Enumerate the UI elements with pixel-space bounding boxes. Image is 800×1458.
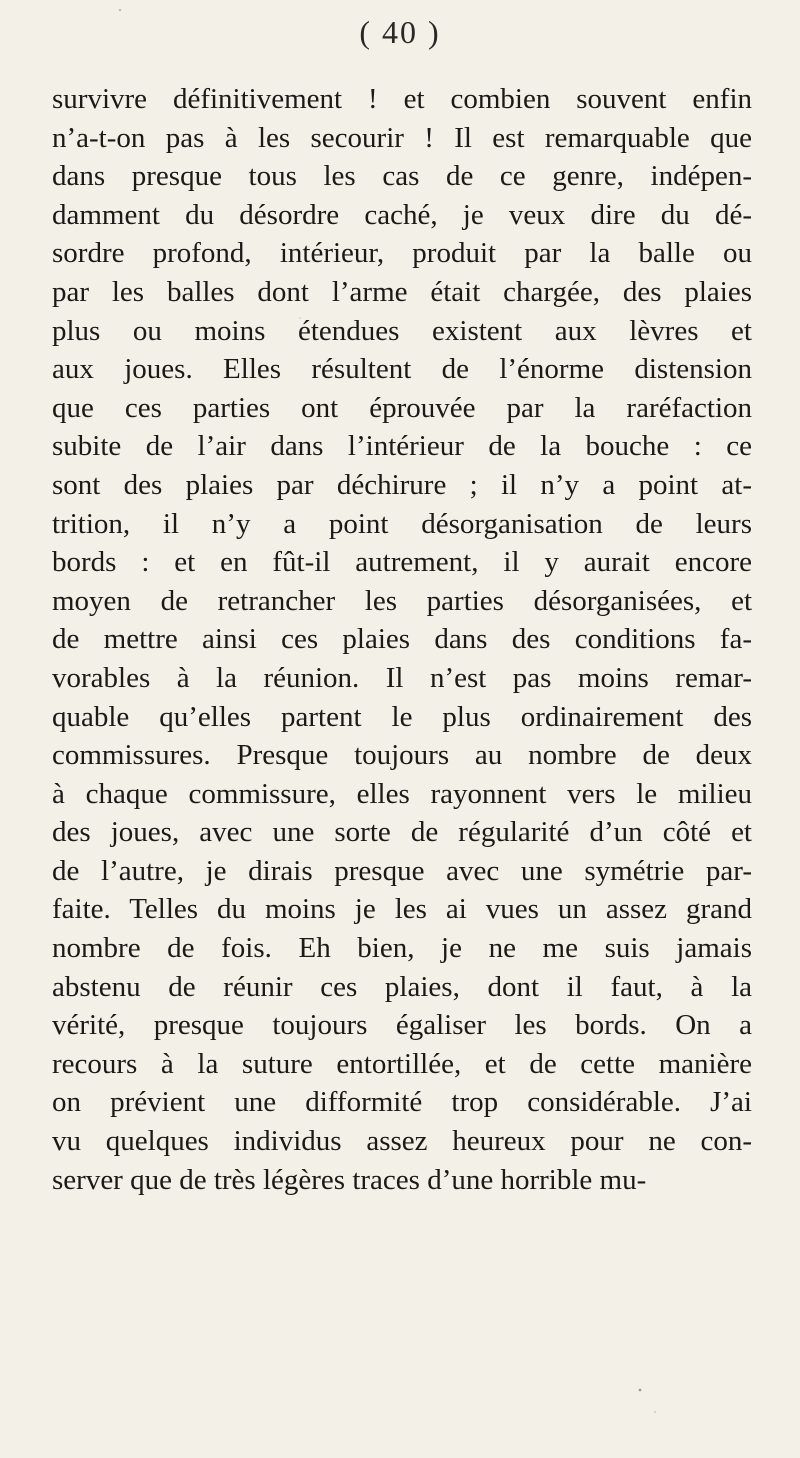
page-number: ( 40 ) (359, 14, 441, 50)
text-line: faite. Telles du moins je les ai vues un assez grand (52, 893, 752, 926)
text-line: des joues, avec une sorte de régularité d’un côté et (52, 816, 752, 849)
text-line: abstenu de réunir ces plaies, dont il faut, à la (52, 970, 752, 1003)
text-line: vérité, presque toujours égaliser les bords. On a (52, 1009, 752, 1042)
text-line: subite de l’air dans l’intérieur de la bouche : ce (52, 430, 752, 463)
text-line: trition, il n’y a point désorganisation de leurs (52, 507, 752, 540)
text-line: recours à la suture entortillée, et de cette manière (52, 1047, 752, 1080)
text-line: vu quelques individus assez heureux pour ne con- (52, 1125, 752, 1158)
text-line: survivre définitivement ! et combien souvent enfin (52, 83, 752, 115)
text-line: sordre profond, intérieur, produit par la balle ou (52, 237, 752, 270)
body-text (52, 80, 752, 1199)
text-line: quable qu’elles partent le plus ordinairement des (52, 700, 752, 733)
text-line: bords : et en fût-il autrement, il y aurait encore (52, 546, 752, 579)
text-line: server que de très légères traces d’une horrible mu- (52, 1163, 647, 1196)
text-line: par les balles dont l’arme était chargée, des plaies (52, 275, 752, 308)
text-line: damment du désordre caché, je veux dire du dé- (52, 198, 752, 231)
text-line: nombre de fois. Eh bien, je ne me suis jamais (52, 932, 752, 965)
text-line: moyen de retrancher les parties désorganisées, et (52, 584, 752, 617)
text-line: de mettre ainsi ces plaies dans des conditions fa- (52, 623, 752, 656)
text-line: aux joues. Elles résultent de l’énorme distension (52, 353, 752, 386)
text-line: de l’autre, je dirais presque avec une symétrie par- (52, 854, 752, 887)
text-line: n’a-t-on pas à les secourir ! Il est remarquable que (52, 121, 752, 154)
text-line: vorables à la réunion. Il n’est pas moins remar- (52, 661, 752, 694)
text-line: commissures. Presque toujours au nombre de deux (52, 739, 752, 772)
text-line: que ces parties ont éprouvée par la raréfaction (52, 391, 752, 424)
text-line: à chaque commissure, elles rayonnent vers le milieu (52, 777, 752, 810)
text-line: sont des plaies par déchirure ; il n’y a point at- (52, 468, 752, 501)
text-line: dans presque tous les cas de ce genre, indépen- (52, 160, 752, 193)
text-line: plus ou moins étendues existent aux lèvres et (52, 314, 752, 347)
text-line: on prévient une difformité trop considérable. J’ai (52, 1086, 752, 1119)
